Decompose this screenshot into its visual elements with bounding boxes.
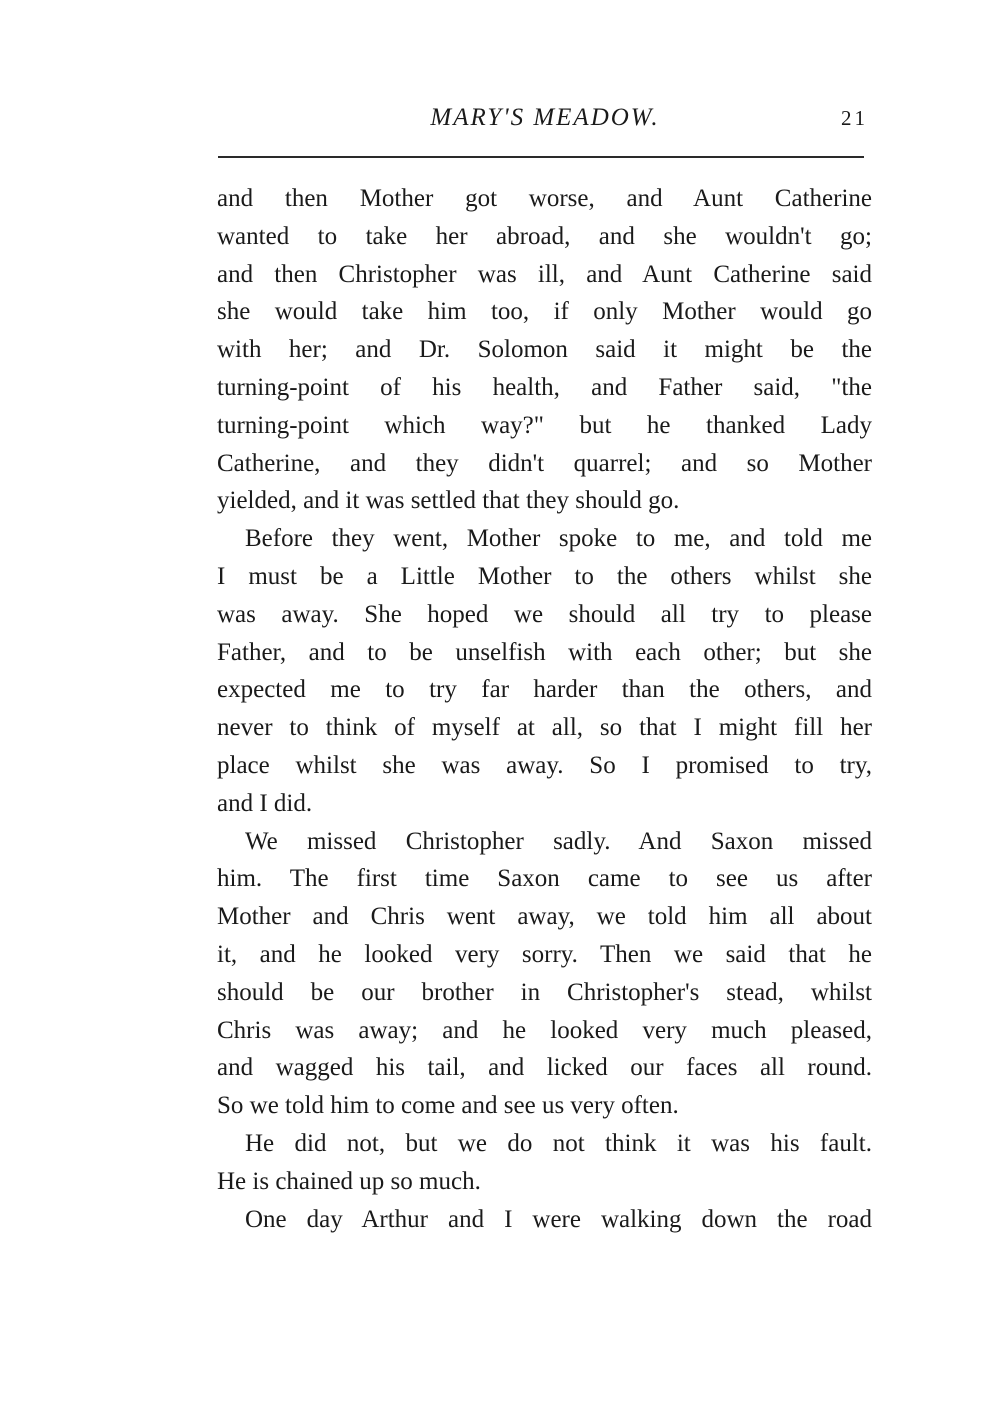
text-line: We missed Christopher sadly. And Saxon missed — [245, 827, 872, 855]
text-line: He is chained up so much. — [217, 1167, 481, 1195]
text-line: and I did. — [217, 789, 313, 817]
text-line: it, and he looked very sorry. Then we said that he — [217, 940, 872, 968]
text-line: should be our brother in Christopher's stead, whilst — [217, 978, 872, 1006]
text-line: and then Christopher was ill, and Aunt Catherine said — [217, 260, 872, 288]
text-line: One day Arthur and I were walking down the road — [245, 1205, 872, 1233]
running-head-title: MARY'S MEADOW. — [430, 104, 660, 131]
text-line: was away. She hoped we should all try to please — [217, 600, 872, 628]
page-number: 21 — [841, 106, 868, 130]
paragraph — [217, 520, 872, 822]
header-rule — [218, 156, 864, 158]
text-line: Mother and Chris went away, we told him all about — [217, 903, 872, 931]
paragraph — [217, 180, 872, 520]
text-line: yielded, and it was settled that they should go. — [217, 487, 680, 515]
paragraph — [217, 823, 872, 1125]
text-line: with her; and Dr. Solomon said it might be the — [217, 336, 872, 364]
text-line: wanted to take her abroad, and she wouldn't go; — [217, 222, 872, 250]
text-line: and wagged his tail, and licked our faces all round. — [217, 1054, 872, 1082]
text-line: Chris was away; and he looked very much pleased, — [217, 1016, 872, 1044]
text-line: Before they went, Mother spoke to me, and told me — [245, 525, 872, 553]
running-head — [218, 104, 872, 140]
text-line: Father, and to be unselfish with each other; but she — [217, 638, 872, 666]
text-line: turning-point of his health, and Father said, "the — [217, 373, 872, 401]
text-line: never to think of myself at all, so that I might fill her — [217, 714, 872, 742]
text-line: turning-point which way?" but he thanked Lady — [217, 411, 872, 439]
text-line: I must be a Little Mother to the others whilst she — [217, 562, 872, 590]
text-line: and then Mother got worse, and Aunt Catherine — [217, 185, 872, 212]
text-line: Catherine, and they didn't quarrel; and so Mother — [217, 449, 872, 477]
paragraph — [217, 1201, 872, 1239]
paragraph — [217, 1125, 872, 1201]
text-line: she would take him too, if only Mother would go — [217, 298, 872, 326]
text-line: expected me to try far harder than the others, and — [217, 676, 872, 704]
text-line: place whilst she was away. So I promised to try, — [217, 751, 872, 779]
text-line: him. The first time Saxon came to see us after — [217, 865, 872, 893]
text-body — [217, 180, 872, 1238]
text-line: He did not, but we do not think it was his fault. — [245, 1129, 872, 1157]
text-line: So we told him to come and see us very often. — [217, 1092, 679, 1120]
